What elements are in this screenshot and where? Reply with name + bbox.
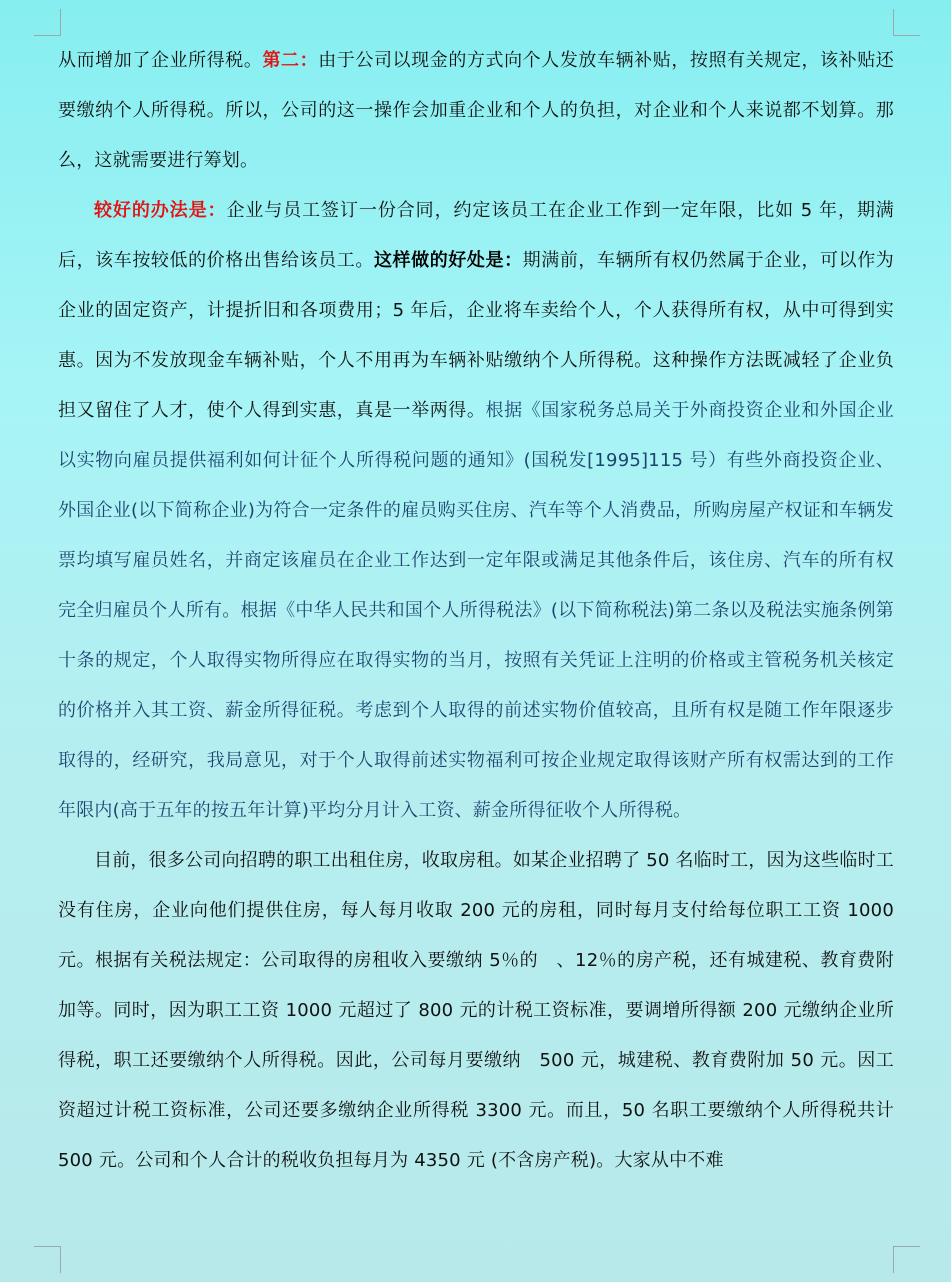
label-benefit: 这样做的好处是：: [373, 250, 523, 271]
paragraph-1-text-b: 由于公司以现金的方式向个人发放车辆补贴，按照有关规定，该补贴还要缴纳个人所得税。所以，公司的这一操作会加重企业和个人的负担，对企业和个人来说都不划算。那么，这就需要进行筹划。: [58, 50, 894, 171]
paragraph-1-text-a: 从而增加了企业所得税。: [58, 50, 263, 71]
paragraph-1: [58, 36, 894, 186]
corner-mark-top-left: [34, 9, 61, 36]
paragraph-2-regulation-quote: 根据《国家税务总局关于外商投资企业和外国企业以实物向雇员提供福利如何计征个人所得税问题的通知》(国税发[1995]115 号）有些外商投资企业、外国企业(以下简称企业)为符合一定条件的雇员购买住房、汽车等个人消费品，所购房屋产权证和车辆发票均填写雇员姓名，并商定该雇员在企业工作达到一定年限或满足其他条件后，该住房、汽车的所有权完全归雇员个人所有。根据《中华人民共和国个人所得税法》(以下简称税法)第二条以及税法实施条例第十条的规定，个人取得实物所得应在取得实物的当月，按照有关凭证上注明的价格或主管税务机关核定的价格并入其工资、薪金所得征税。考虑到个人取得的前述实物价值较高，且所有权是随工作年限逐步取得的，经研究，我局意见，对于个人取得前述实物福利可按企业规定取得该财产所有权需达到的工作年限内(高于五年的按五年计算)平均分月计入工资、薪金所得征收个人所得税。: [58, 400, 894, 821]
label-better-method: 较好的办法是：: [94, 200, 227, 221]
paragraph-2-text-b: 期满前，车辆所有权仍然属于企业，可以作为企业的固定资产，计提折旧和各项费用；5 年后，企业将车卖给个人，个人获得所有权，从中可得到实惠。因为不发放现金车辆补贴，个人不用再为车辆补贴缴纳个人所得税。这种操作方法既减轻了企业负担又留住了人才，使个人得到实惠，真是一举两得。: [58, 250, 894, 421]
paragraph-2-text-a: 企业与员工签订一份合同，约定该员工在企业工作到一定年限，比如 5 年，期满后，该车按较低的价格出售给该员工。: [58, 200, 894, 271]
corner-mark-top-right: [893, 9, 920, 36]
paragraph-2: [58, 186, 894, 836]
label-second: 第二：: [262, 50, 319, 71]
corner-mark-bottom-right: [893, 1246, 920, 1273]
paragraph-3: [58, 836, 894, 1186]
document-body: [58, 36, 894, 1186]
paragraph-3-text: 目前，很多公司向招聘的职工出租住房，收取房租。如某企业招聘了 50 名临时工，因为这些临时工没有住房，企业向他们提供住房，每人每月收取 200 元的房租，同时每月支付给每位职工工资 1000 元。根据有关税法规定：公司取得的房租收入要缴纳 5％的 、12％的房产税，还有城建税、教育费附加等。同时，因为职工工资 1000 元超过了 800 元的计税工资标准，要调增所得额 200 元缴纳企业所得税，职工还要缴纳个人所得税。因此，公司每月要缴纳 500 元，城建税、教育费附加 50 元。因工资超过计税工资标准，公司还要多缴纳企业所得税 3300 元。而且，50 名职工要缴纳个人所得税共计 500 元。公司和个人合计的税收负担每月为 4350 元 (不含房产税)。大家从中不难: [58, 850, 894, 1171]
corner-mark-bottom-left: [34, 1246, 61, 1273]
